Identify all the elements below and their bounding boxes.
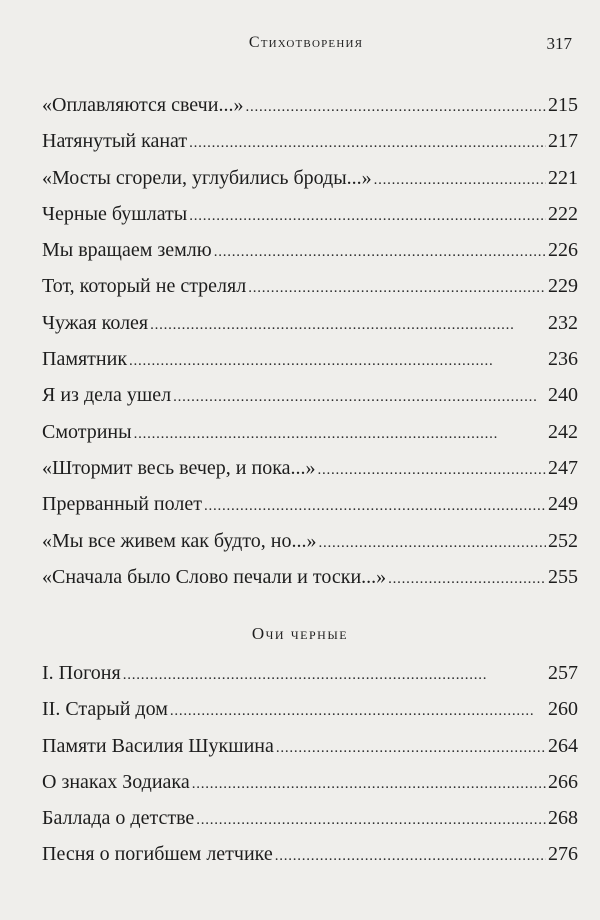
dot-leader <box>173 389 546 406</box>
section-heading: Очи черные <box>251 624 349 643</box>
toc-entry-page: 232 <box>548 311 578 334</box>
toc-entry-page: 215 <box>548 94 578 116</box>
toc-entry-title: Черные бушлаты <box>42 202 188 225</box>
toc-entry-title: «Мосты сгорели, углубились броды...» <box>42 166 372 189</box>
toc-entry-title: Смотрины <box>42 420 132 443</box>
dot-leader <box>189 135 546 152</box>
toc-entry-title: «Оплавляются свечи...» <box>42 94 244 116</box>
toc-entry-page: 217 <box>548 130 578 153</box>
toc-entry <box>42 312 578 348</box>
toc-entry <box>42 203 578 239</box>
toc-entry-page: 222 <box>548 202 578 225</box>
toc-entry-page: 268 <box>548 807 578 830</box>
toc-entry-title: «Штормит весь вечер, и пока...» <box>42 456 316 479</box>
toc-entry <box>42 566 578 602</box>
toc-entry-title: Мы вращаем землю <box>42 239 212 262</box>
toc-entry-page: 257 <box>548 662 578 684</box>
toc-entry-title: Памятник <box>42 348 128 371</box>
toc-entry <box>42 662 578 698</box>
dot-leader <box>192 776 546 793</box>
toc-entry-title: Памяти Василия Шукшина <box>42 734 274 757</box>
toc-entry-page: 242 <box>548 420 578 443</box>
toc-entry-title: Натянутый канат <box>42 130 188 153</box>
table-of-contents-part-2 <box>42 662 578 880</box>
dot-leader <box>275 848 546 865</box>
table-of-contents-part-1 <box>42 94 578 602</box>
toc-entry-page: 264 <box>548 734 578 757</box>
dot-leader <box>318 462 547 479</box>
dot-leader <box>170 703 546 720</box>
page-number: 317 <box>546 34 572 53</box>
toc-entry-page: 236 <box>548 348 578 371</box>
dot-leader <box>196 812 546 829</box>
dot-leader <box>245 99 546 116</box>
dot-leader <box>129 353 546 370</box>
toc-entry <box>42 698 578 734</box>
toc-entry <box>42 530 578 566</box>
toc-entry-page: 266 <box>548 770 578 793</box>
dot-leader <box>189 208 546 225</box>
toc-entry <box>42 348 578 384</box>
toc-entry-page: 226 <box>548 239 578 262</box>
toc-entry-page: 249 <box>548 493 578 516</box>
toc-entry-title: Баллада о детстве <box>42 807 195 830</box>
toc-entry <box>42 771 578 807</box>
toc-entry <box>42 843 578 879</box>
toc-entry <box>42 735 578 771</box>
toc-entry-page: 260 <box>548 698 578 721</box>
toc-entry-title: Песня о погибшем летчике <box>42 843 273 866</box>
dot-leader <box>276 740 546 757</box>
toc-entry <box>42 421 578 457</box>
toc-entry <box>42 130 578 166</box>
toc-entry <box>42 384 578 420</box>
toc-entry <box>42 807 578 843</box>
dot-leader <box>150 317 546 334</box>
toc-entry-page: 240 <box>548 384 578 407</box>
toc-entry <box>42 167 578 203</box>
toc-entry <box>42 493 578 529</box>
toc-entry <box>42 239 578 275</box>
dot-leader <box>123 667 546 684</box>
dot-leader <box>388 571 546 588</box>
toc-entry-title: Я из дела ушел <box>42 384 172 407</box>
toc-entry-page: 255 <box>548 565 578 588</box>
toc-entry <box>42 275 578 311</box>
dot-leader <box>134 426 546 443</box>
page-header <box>40 34 572 60</box>
toc-entry-title: О знаках Зодиака <box>42 770 190 793</box>
dot-leader <box>204 498 546 515</box>
dot-leader <box>248 280 546 297</box>
toc-entry <box>42 94 578 130</box>
toc-entry-page: 229 <box>548 275 578 298</box>
toc-entry-page: 221 <box>548 166 578 189</box>
toc-entry-title: Прерванный полет <box>42 493 202 516</box>
dot-leader <box>374 172 546 189</box>
toc-entry-title: «Сначала было Слово печали и тоски...» <box>42 565 387 588</box>
toc-entry-page: 276 <box>548 843 578 866</box>
toc-entry-page: 252 <box>548 529 578 552</box>
dot-leader <box>318 535 546 552</box>
toc-entry-title: I. Погоня <box>42 662 121 684</box>
toc-entry-title: «Мы все живем как будто, но...» <box>42 529 317 552</box>
toc-entry-page: 247 <box>548 456 578 479</box>
toc-entry-title: Чужая колея <box>42 311 149 334</box>
toc-entry-title: II. Старый дом <box>42 698 168 721</box>
toc-entry-title: Тот, который не стрелял <box>42 275 247 298</box>
toc-entry <box>42 457 578 493</box>
running-title: Стихотворения <box>248 34 364 51</box>
dot-leader <box>214 244 546 261</box>
